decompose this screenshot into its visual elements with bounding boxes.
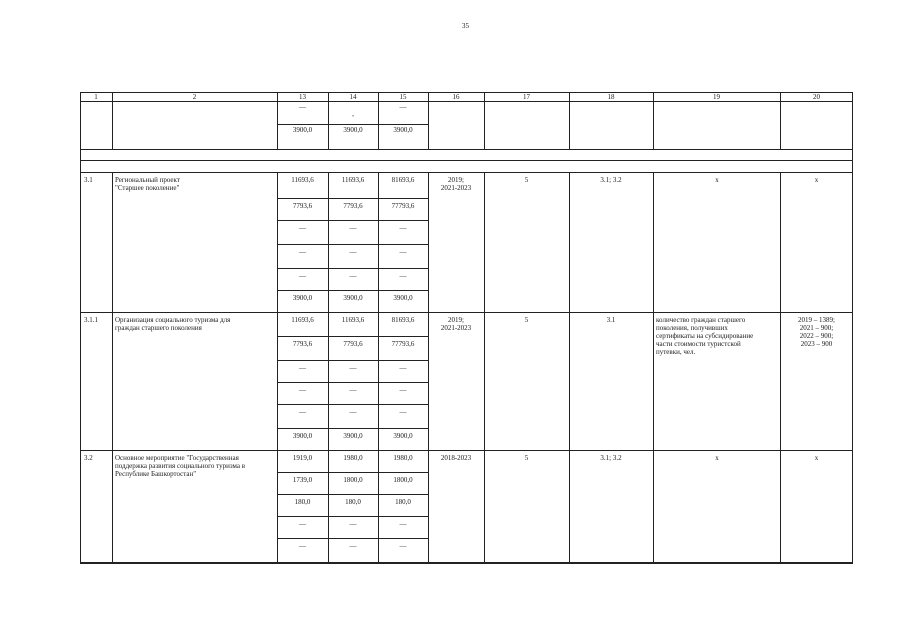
column-divider [378, 312, 379, 450]
row-number: 3.2 [84, 454, 93, 462]
empty-row-line [80, 160, 853, 161]
column-divider [428, 172, 429, 312]
col18-cell: 3.1; 3.2 [600, 176, 622, 184]
value-cell: 1739,0 [292, 476, 313, 484]
value-row-line [277, 428, 428, 429]
header-bottom-line [80, 101, 853, 102]
column-divider [569, 450, 570, 563]
value-row-line [277, 472, 428, 473]
value-cell: 3900,0 [393, 432, 413, 440]
value-cell: 1800,0 [343, 476, 363, 484]
value-cell: 3900,0 [343, 126, 363, 134]
col18-cell: 3.1 [606, 316, 616, 324]
header-cell-14: 14 [349, 93, 357, 101]
column-divider [428, 450, 429, 563]
header-cell-1: 1 [94, 93, 98, 101]
column-divider [569, 312, 570, 450]
value-cell: — [349, 224, 357, 232]
header-cell-19: 19 [713, 93, 720, 101]
value-cell: — [349, 248, 357, 256]
column-divider [328, 172, 329, 312]
header-cell-18: 18 [607, 93, 615, 101]
value-row-line [277, 268, 428, 269]
value-cell: 3900,0 [292, 126, 313, 134]
value-cell: — [299, 408, 306, 416]
row-name: Организация социального туризма для граждан старшего поколения [115, 316, 231, 332]
value-cell: 11693,6 [341, 176, 365, 184]
target-cell: 2019 – 1389; 2021 – 900; 2022 – 900; 2023 – 900 [798, 316, 835, 348]
value-cell: — [399, 224, 407, 232]
value-cell: 7793,6 [343, 202, 363, 210]
value-cell: — [349, 408, 357, 416]
value-cell: 180,0 [395, 498, 411, 506]
column-divider [484, 172, 485, 312]
col17-cell: 5 [524, 176, 529, 184]
value-row-line [277, 494, 428, 495]
column-divider [653, 312, 654, 450]
value-row-line [277, 516, 428, 517]
value-cell: 81693,6 [391, 176, 415, 184]
column-divider [112, 450, 113, 563]
target-cell: х [814, 176, 819, 184]
period-cell: 2019; 2021-2023 [440, 176, 472, 192]
value-cell: 11693,6 [291, 316, 314, 324]
top-block-bottom-line [80, 149, 853, 150]
value-cell: — [399, 248, 407, 256]
value-cell: 3900,0 [292, 294, 313, 302]
value-cell: 1919,0 [292, 454, 313, 462]
top-block-line [277, 124, 428, 125]
block-separator [80, 312, 853, 313]
value-row-line [277, 382, 428, 383]
indicator-cell: х [715, 454, 719, 462]
column-divider [112, 172, 113, 312]
column-divider [780, 450, 781, 563]
value-cell: 7793,6 [343, 340, 363, 348]
value-row-line [277, 404, 428, 405]
value-cell: — [399, 520, 407, 528]
value-cell: 3900,0 [393, 126, 413, 134]
value-cell: — [299, 224, 306, 232]
value-cell: 3900,0 [292, 432, 313, 440]
value-cell: 180,0 [294, 498, 311, 506]
block-separator [80, 450, 853, 451]
header-cell-2: 2 [192, 93, 197, 101]
value-row-line [277, 244, 428, 245]
column-divider [653, 172, 654, 312]
value-cell: — [349, 520, 357, 528]
value-row-line [277, 220, 428, 221]
col18-cell: 3.1; 3.2 [600, 454, 622, 462]
value-cell: — [349, 272, 357, 280]
column-divider [780, 172, 781, 312]
column-divider [484, 450, 485, 563]
header-cell-15: 15 [399, 93, 407, 101]
value-cell: 11693,6 [341, 316, 365, 324]
value-cell: — [349, 364, 357, 372]
value-cell: 7793,6 [292, 340, 313, 348]
value-cell: — [299, 364, 306, 372]
value-cell: 81693,6 [391, 316, 415, 324]
value-cell: 77793,6 [391, 202, 415, 210]
period-cell: 2019; 2021-2023 [440, 316, 472, 332]
value-cell: — [299, 542, 306, 550]
value-cell: — [399, 542, 407, 550]
value-cell: — [299, 103, 306, 111]
row-number: 3.1 [84, 176, 93, 184]
indicator-cell: количество граждан старшего поколения, получивших сертификаты на субсидирование части стоимости туристской путевки, чел. [656, 316, 754, 356]
column-divider [277, 172, 278, 312]
value-cell: 1980,0 [343, 454, 363, 462]
column-divider [653, 450, 654, 563]
value-cell: — [399, 364, 407, 372]
value-cell: — [399, 272, 407, 280]
comma-mark: , [352, 110, 354, 118]
value-cell: — [349, 386, 357, 394]
row-name: Основное мероприятие "Государственная поддержка развития социального туризма в Республике Башкортостан" [115, 454, 246, 478]
header-cell-17: 17 [523, 93, 530, 101]
block-separator [80, 563, 853, 564]
value-row-line [277, 360, 428, 361]
value-cell: 1980,0 [393, 454, 413, 462]
column-divider [112, 312, 113, 450]
value-row-line [277, 290, 428, 291]
indicator-cell: х [715, 176, 719, 184]
value-cell: — [349, 542, 357, 550]
value-cell: — [299, 248, 306, 256]
value-cell: 180,0 [345, 498, 361, 506]
value-cell: — [399, 408, 407, 416]
value-row-line [277, 198, 428, 199]
value-row-line [277, 538, 428, 539]
row-name: Региональный проект "Старшее поколение" [115, 176, 180, 192]
value-cell: — [299, 386, 306, 394]
column-divider [277, 312, 278, 450]
value-cell: 77793,6 [391, 340, 415, 348]
value-cell: — [299, 520, 306, 528]
column-divider [428, 312, 429, 450]
page-number: 35 [462, 22, 469, 30]
value-row-line [277, 336, 428, 337]
column-divider [484, 312, 485, 450]
value-cell: 1800,0 [393, 476, 413, 484]
empty-row-line-2 [80, 172, 853, 173]
value-cell: 3900,0 [343, 432, 363, 440]
value-cell: — [399, 386, 407, 394]
header-cell-16: 16 [452, 93, 460, 101]
col17-cell: 5 [524, 316, 529, 324]
value-cell: 7793,6 [292, 202, 313, 210]
column-divider [328, 312, 329, 450]
value-cell: — [399, 103, 407, 111]
period-cell: 2018-2023 [440, 454, 472, 462]
header-cell-13: 13 [299, 93, 306, 101]
value-cell: — [299, 272, 306, 280]
col17-cell: 5 [524, 454, 529, 462]
value-cell: 11693,6 [291, 176, 314, 184]
value-cell: 3900,0 [343, 294, 363, 302]
column-divider [378, 172, 379, 312]
target-cell: х [814, 454, 819, 462]
row-number: 3.1.1 [84, 316, 98, 324]
value-cell: 3900,0 [393, 294, 413, 302]
column-divider [569, 172, 570, 312]
header-cell-20: 20 [813, 93, 820, 101]
